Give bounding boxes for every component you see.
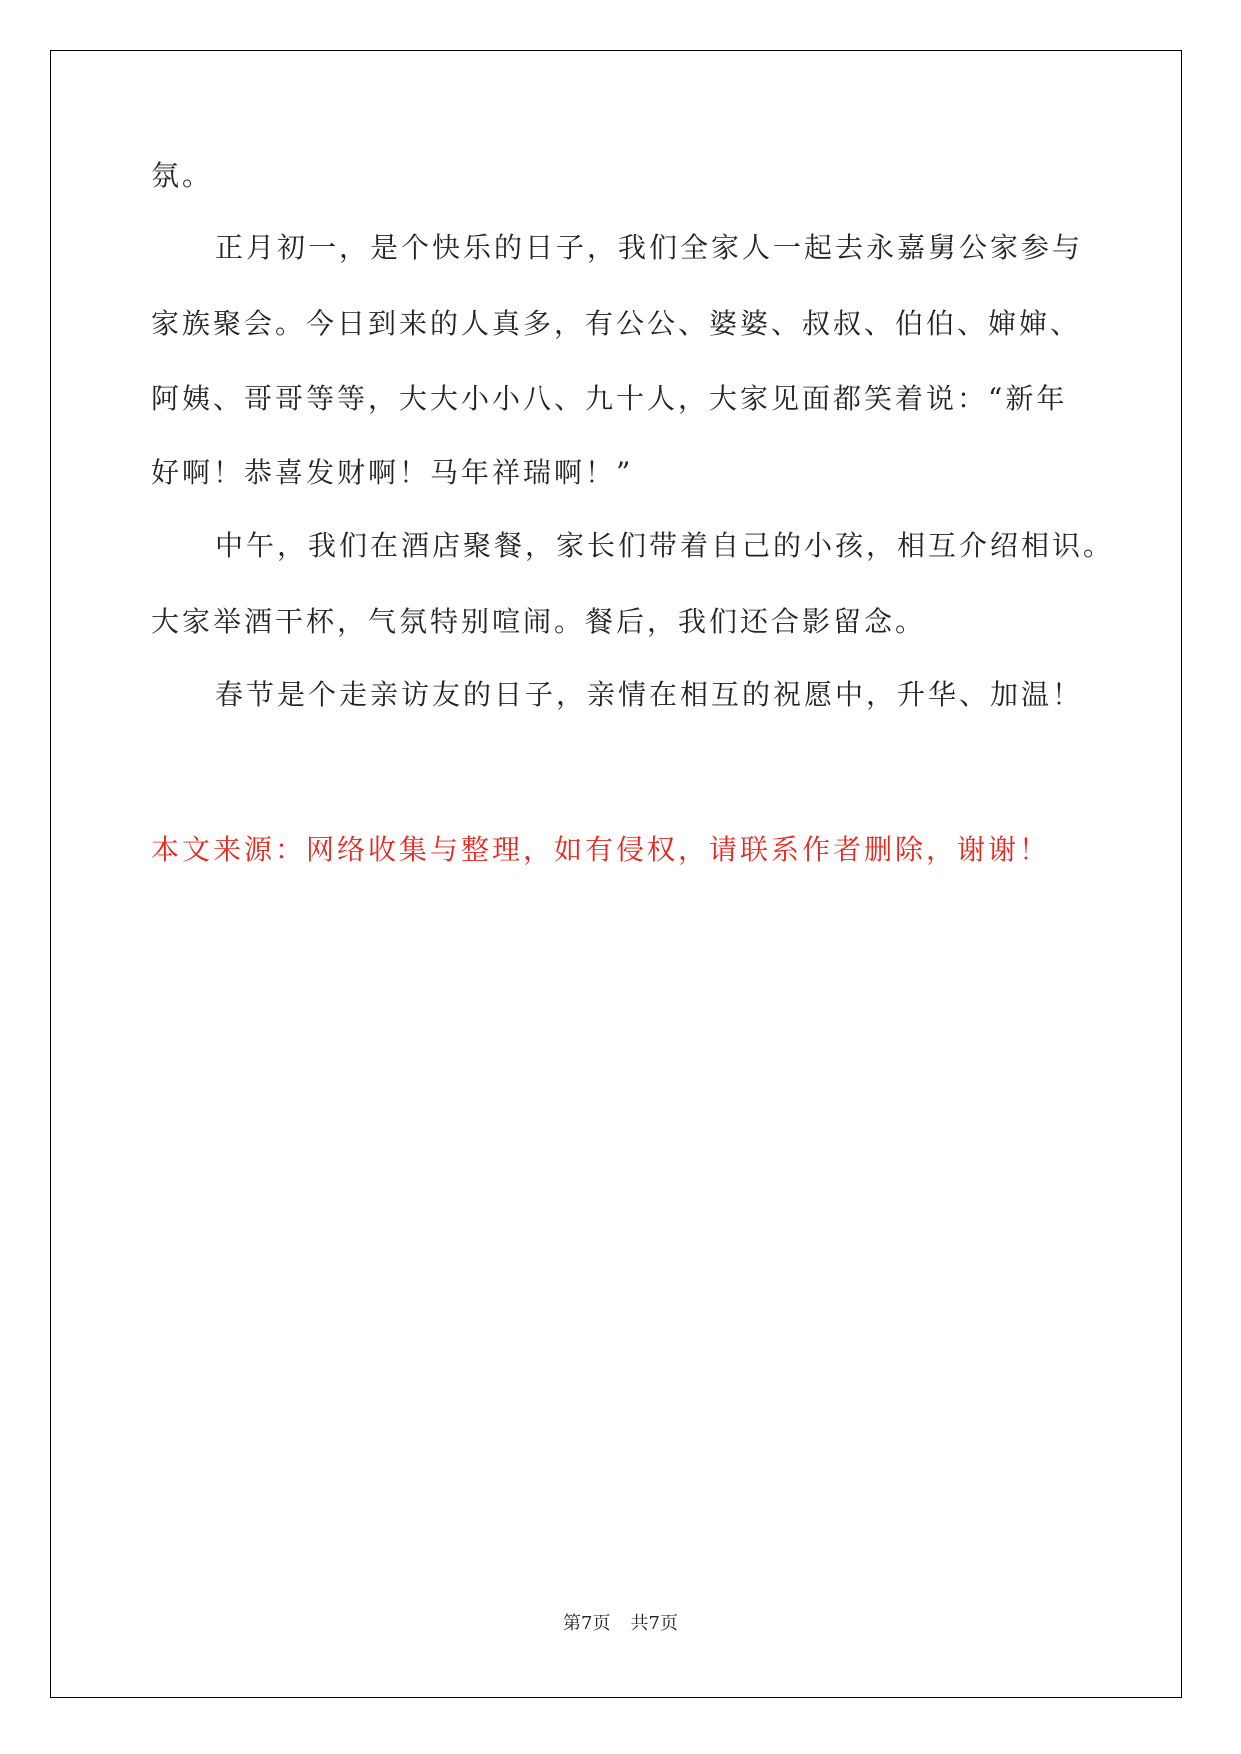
paragraph-line: 阿姨、哥哥等等，大大小小八、九十人，大家见面都笑着说：“新年	[151, 382, 1068, 415]
page-total: 共7页	[630, 1613, 678, 1634]
page-footer	[0, 1612, 1241, 1636]
paragraph-line: 氛。	[151, 159, 214, 192]
paragraph-line: 正月初一，是个快乐的日子，我们全家人一起去永嘉舅公家参与	[215, 231, 1084, 264]
paragraph-line: 家族聚会。今日到来的人真多，有公公、婆婆、叔叔、伯伯、婶婶、	[151, 307, 1082, 340]
paragraph-line: 好啊！恭喜发财啊！马年祥瑞啊！”	[151, 456, 634, 489]
page-number: 第7页	[563, 1613, 611, 1634]
paragraph-line: 中午，我们在酒店聚餐，家长们带着自己的小孩，相互介绍相识。	[215, 529, 1115, 562]
paragraph-line: 大家举酒干杯，气氛特别喧闹。餐后，我们还合影留念。	[151, 605, 927, 638]
page-border	[50, 50, 1182, 1698]
paragraph-line: 春节是个走亲访友的日子，亲情在相互的祝愿中，升华、加温！	[215, 678, 1084, 711]
source-note: 本文来源：网络收集与整理，如有侵权，请联系作者删除，谢谢！	[151, 833, 1051, 866]
